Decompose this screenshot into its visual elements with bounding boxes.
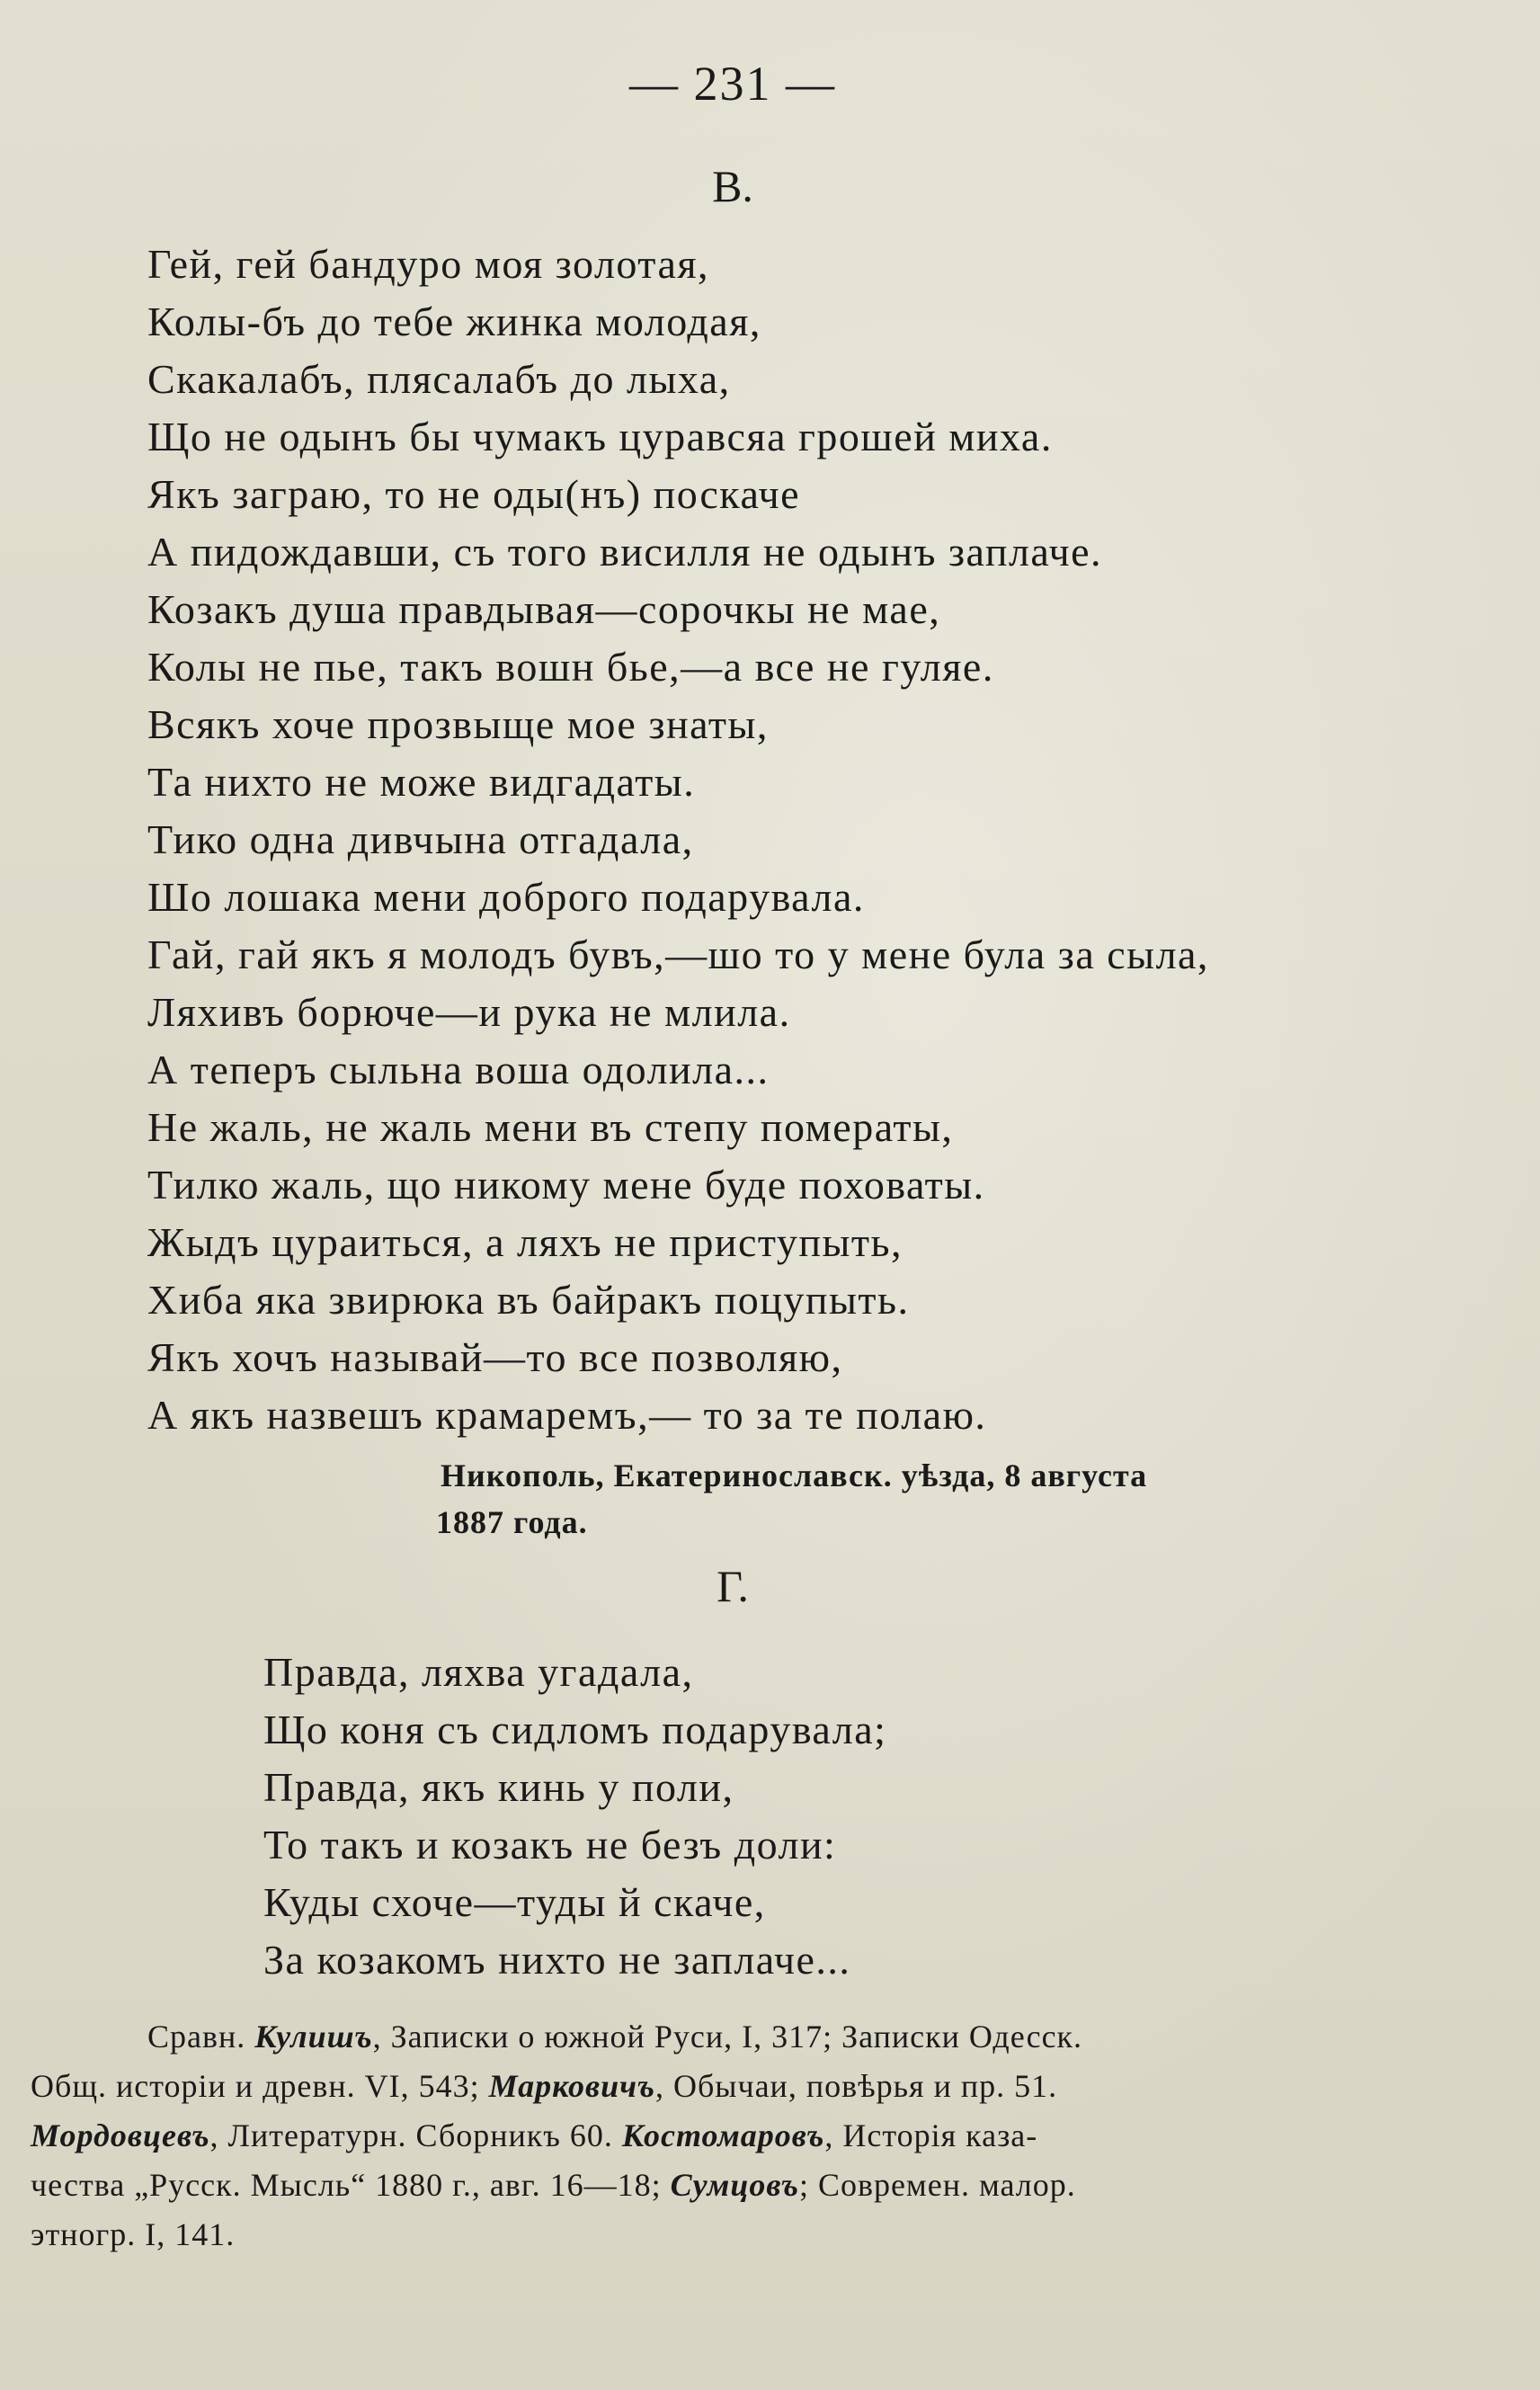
poem-line: Колы не пье, такъ вошн бье,—а все не гуляе. [147,644,994,690]
poem-line: Що не одынъ бы чумакъ цуравсяа грошей миха. [147,414,1053,459]
author-name: Сумцовъ [670,2167,799,2203]
footnote-line [31,2210,1469,2260]
footnote-text: ; Современ. малор. [798,2167,1076,2203]
place-date-signature [436,1452,1465,1546]
author-name: Кулишъ [254,2019,373,2055]
poem-line: Якъ хочъ называй—то все позволяю, [147,1334,843,1380]
footnote-text: , Исторія каза- [824,2117,1038,2153]
footnote-line [31,2161,1469,2210]
footnote-text: Общ. исторіи и древн. VI, 543; [31,2068,489,2104]
poem-line: Гай, гай якъ я молодъ бувъ,—шо то у мене була за сыла, [147,932,1209,977]
poem-line: А пидождавши, съ того висилля не одынъ заплаче. [147,529,1103,575]
poem-line: Куды схоче—туды й скаче, [263,1879,766,1925]
poem-line: Жыдъ цураиться, а ляхъ не приступыть, [147,1219,903,1265]
poem-line: А теперъ сыльна воша одолила... [147,1047,770,1092]
poem-line: Правда, якъ кинь у поли, [263,1764,734,1810]
poem-line: Що коня съ сидломъ подарувала; [263,1707,887,1752]
footnote-text: этногр. I, 141. [31,2216,236,2252]
poem-line: Та нихто не може видгадаты. [147,759,696,805]
poem-line: Не жаль, не жаль мени въ степу помераты, [147,1104,954,1150]
footnote-text: , Литературн. Сборникъ 60. [209,2117,622,2153]
footnote-text: Сравн. [147,2019,255,2055]
section-heading-v: В. [712,161,753,211]
footnote-line [31,2062,1469,2111]
poem-line: Тилко жаль, що никому мене буде поховаты. [147,1162,985,1208]
bibliography-footnote [31,2012,1469,2260]
signature-place: Никополь, Екатеринославск. уѣзда, 8 августа [441,1457,1148,1493]
footnote-line [31,2111,1469,2161]
poem-line: Колы-бъ до тебе жинка молодая, [147,299,761,344]
author-name: Костомаровъ [621,2117,825,2153]
poem-line: Всякъ хоче прозвыще мое знаты, [147,701,769,747]
footnote-text: , Обычаи, повѣрья и пр. 51. [654,2068,1058,2104]
footnote-line [31,2012,1469,2062]
page-number: — 231 — [629,57,836,111]
author-name: Мордовцевъ [31,2117,210,2153]
poem-line: Правда, ляхва угадала, [263,1649,694,1695]
poem-line: Тико одна дивчына отгадала, [147,816,694,862]
poem-line: То такъ и козакъ не безъ доли: [263,1822,837,1868]
poem-line: А якъ назвешъ крамаремъ,— то за те полаю. [147,1392,987,1438]
poem-line: Якъ заграю, то не оды(нъ) поскаче [147,471,801,517]
poem-g [263,1644,886,1989]
signature-year: 1887 года. [436,1504,588,1540]
poem-line: Шо лошака мени доброго подарувала. [147,874,865,920]
author-name: Марковичъ [488,2068,655,2104]
poem-line: Козакъ душа правдывая—сорочкы не мае, [147,586,941,632]
poem-line: Ляхивъ борюче—и рука не млила. [147,989,791,1035]
poem-line: Гей, гей бандуро моя золотая, [147,241,710,287]
footnote-text: , Записки о южной Руси, I, 317; Записки Одесск. [372,2019,1083,2055]
section-heading-g: Г. [717,1561,749,1611]
footnote-text: чества „Русск. Мысль“ 1880 г., авг. 16—18; [31,2167,671,2203]
poem-v [147,236,1209,1444]
poem-line: Хиба яка звирюка въ байракъ поцупыть. [147,1277,910,1323]
poem-line: За козакомъ нихто не заплаче... [263,1937,851,1983]
poem-line: Скакалабъ, плясалабъ до лыха, [147,356,731,402]
